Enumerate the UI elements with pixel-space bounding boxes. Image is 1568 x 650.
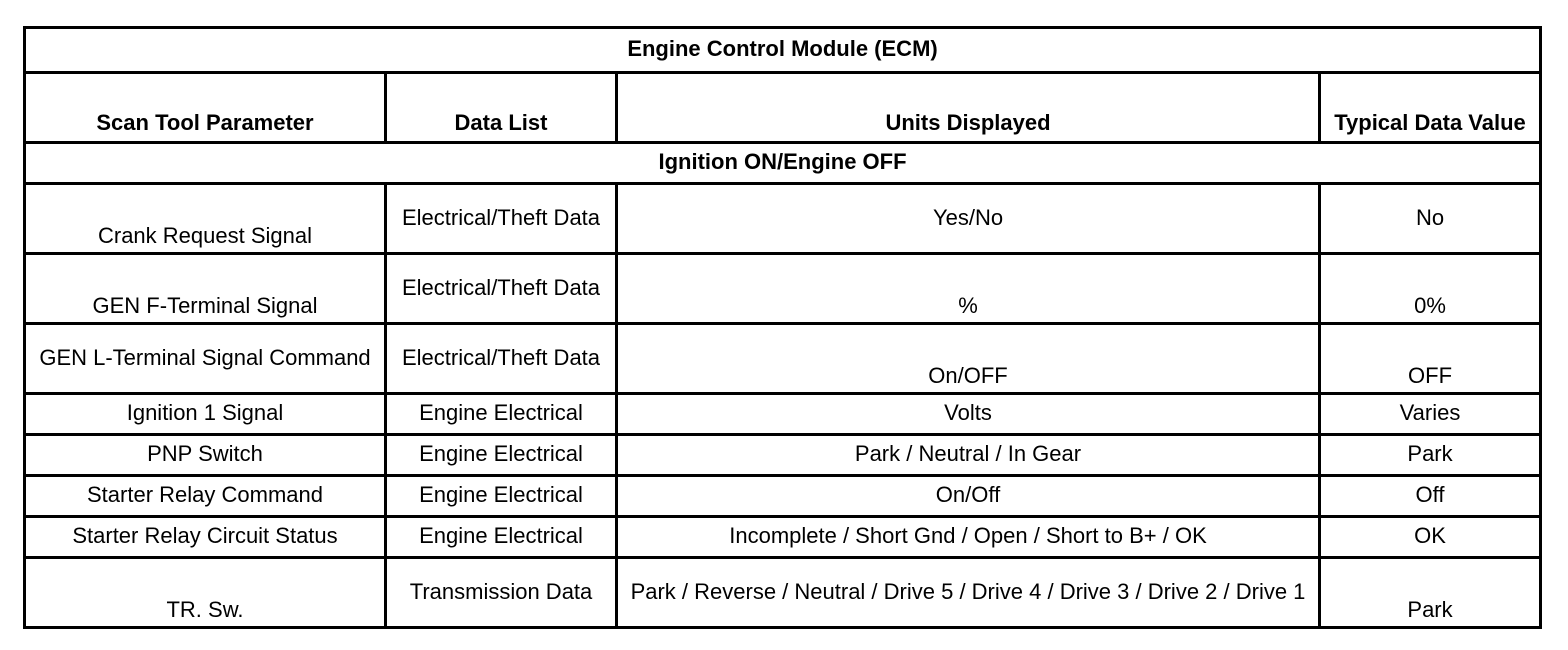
cell-parameter: Crank Request Signal — [25, 184, 386, 254]
table-title-row — [25, 28, 1541, 73]
cell-typical-value: 0% — [1320, 254, 1541, 324]
table-row — [25, 558, 1541, 628]
cell-parameter: GEN L-Terminal Signal Command — [25, 324, 386, 394]
cell-units: Park / Neutral / In Gear — [617, 435, 1320, 476]
table-header-row — [25, 73, 1541, 143]
cell-data-list: Engine Electrical — [386, 517, 617, 558]
cell-typical-value: Off — [1320, 476, 1541, 517]
section-title: Ignition ON/Engine OFF — [25, 143, 1541, 184]
cell-parameter: Starter Relay Circuit Status — [25, 517, 386, 558]
cell-data-list: Transmission Data — [386, 558, 617, 628]
cell-parameter: PNP Switch — [25, 435, 386, 476]
cell-units: On/OFF — [617, 324, 1320, 394]
cell-data-list: Electrical/Theft Data — [386, 324, 617, 394]
section-row — [25, 143, 1541, 184]
header-data-list: Data List — [386, 73, 617, 143]
ecm-data-table — [23, 26, 1542, 629]
cell-data-list: Engine Electrical — [386, 476, 617, 517]
cell-units: Volts — [617, 394, 1320, 435]
table-row — [25, 435, 1541, 476]
table-row — [25, 184, 1541, 254]
cell-units: % — [617, 254, 1320, 324]
cell-data-list: Engine Electrical — [386, 435, 617, 476]
cell-typical-value: Park — [1320, 558, 1541, 628]
cell-parameter: GEN F-Terminal Signal — [25, 254, 386, 324]
cell-data-list: Electrical/Theft Data — [386, 254, 617, 324]
cell-typical-value: OFF — [1320, 324, 1541, 394]
cell-typical-value: OK — [1320, 517, 1541, 558]
header-units-displayed: Units Displayed — [617, 73, 1320, 143]
cell-typical-value: No — [1320, 184, 1541, 254]
cell-parameter: TR. Sw. — [25, 558, 386, 628]
cell-data-list: Electrical/Theft Data — [386, 184, 617, 254]
cell-typical-value: Park — [1320, 435, 1541, 476]
cell-data-list: Engine Electrical — [386, 394, 617, 435]
header-scan-tool-parameter: Scan Tool Parameter — [25, 73, 386, 143]
cell-units: On/Off — [617, 476, 1320, 517]
cell-units: Park / Reverse / Neutral / Drive 5 / Drive 4 / Drive 3 / Drive 2 / Drive 1 — [617, 558, 1320, 628]
table-row — [25, 324, 1541, 394]
cell-typical-value: Varies — [1320, 394, 1541, 435]
table-row — [25, 476, 1541, 517]
cell-parameter: Ignition 1 Signal — [25, 394, 386, 435]
cell-units: Yes/No — [617, 184, 1320, 254]
cell-units: Incomplete / Short Gnd / Open / Short to B+ / OK — [617, 517, 1320, 558]
cell-parameter: Starter Relay Command — [25, 476, 386, 517]
table-title: Engine Control Module (ECM) — [25, 28, 1541, 73]
header-typical-data-value: Typical Data Value — [1320, 73, 1541, 143]
table-row — [25, 517, 1541, 558]
table-row — [25, 394, 1541, 435]
table-row — [25, 254, 1541, 324]
